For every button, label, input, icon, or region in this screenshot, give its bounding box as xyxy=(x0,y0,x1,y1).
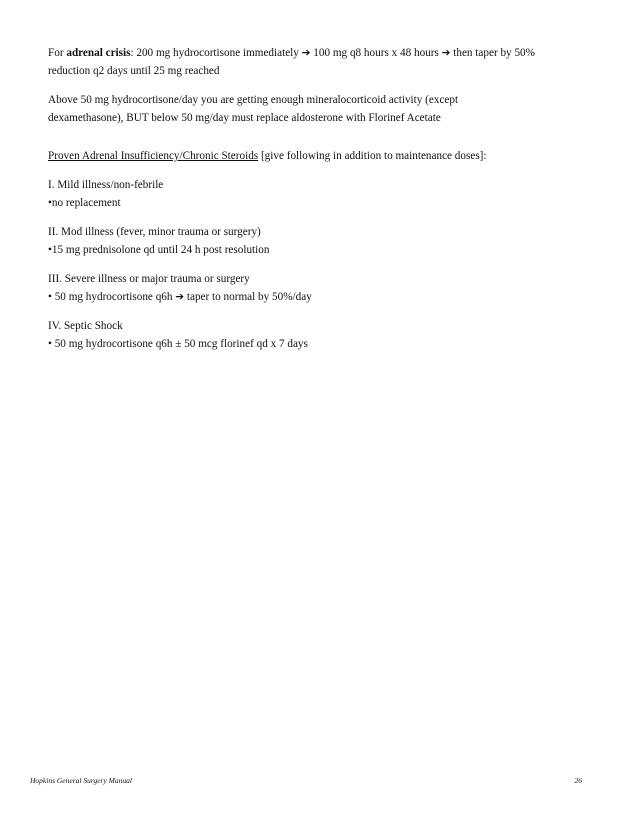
tier-3 xyxy=(48,270,600,306)
mineralocorticoid-paragraph xyxy=(48,91,600,127)
footer-title: Hopkins General Surgery Manual xyxy=(30,776,132,785)
right-arrow-icon: ➔ xyxy=(441,47,451,59)
page-number: 26 xyxy=(574,776,582,785)
adrenal-crisis-paragraph xyxy=(48,44,600,80)
tier-detail: •15 mg prednisolone qd until 24 h post resolution xyxy=(48,244,270,256)
tier-detail-taper: taper to normal by 50%/day xyxy=(184,291,312,303)
adrenal-crisis-taper: then taper by 50% xyxy=(450,47,535,59)
tier-title: IV. Septic Shock xyxy=(48,320,123,332)
adrenal-crisis-dose-1: : 200 mg hydrocortisone immediately xyxy=(130,47,302,59)
proven-ai-heading: Proven Adrenal Insufficiency/Chronic Steroids xyxy=(48,150,259,162)
page-content xyxy=(48,44,600,364)
tier-title: II. Mod illness (fever, minor trauma or surgery) xyxy=(48,226,261,238)
mineralocorticoid-line-2: dexamethasone), BUT below 50 mg/day must replace aldosterone with Florinef Acetate xyxy=(48,112,441,124)
adrenal-crisis-prefix: For xyxy=(48,47,67,59)
proven-ai-note: [give following in addition to maintenance doses]: xyxy=(258,150,487,162)
tier-2 xyxy=(48,223,600,259)
adrenal-crisis-term: adrenal crisis xyxy=(66,47,131,59)
right-arrow-icon: ➔ xyxy=(175,291,185,303)
tier-title: III. Severe illness or major trauma or surgery xyxy=(48,273,250,285)
tier-4 xyxy=(48,317,600,353)
adrenal-crisis-dose-2: 100 mg q8 hours x 48 hours xyxy=(310,47,442,59)
adrenal-crisis-line-2: reduction q2 days until 25 mg reached xyxy=(48,65,220,77)
proven-ai-heading-line xyxy=(48,147,600,165)
right-arrow-icon: ➔ xyxy=(301,47,311,59)
tier-detail xyxy=(48,288,600,306)
tier-1 xyxy=(48,176,600,212)
proven-ai-heading-paragraph xyxy=(48,147,600,165)
tier-title: I. Mild illness/non-febrile xyxy=(48,179,164,191)
tier-detail-dose: • 50 mg hydrocortisone q6h xyxy=(48,291,176,303)
tier-detail: • 50 mg hydrocortisone q6h ± 50 mcg florinef qd x 7 days xyxy=(48,338,308,350)
adrenal-crisis-line-1 xyxy=(48,44,600,62)
mineralocorticoid-line-1: Above 50 mg hydrocortisone/day you are getting enough mineralocorticoid activity (except xyxy=(48,94,459,106)
tier-detail: •no replacement xyxy=(48,197,121,209)
